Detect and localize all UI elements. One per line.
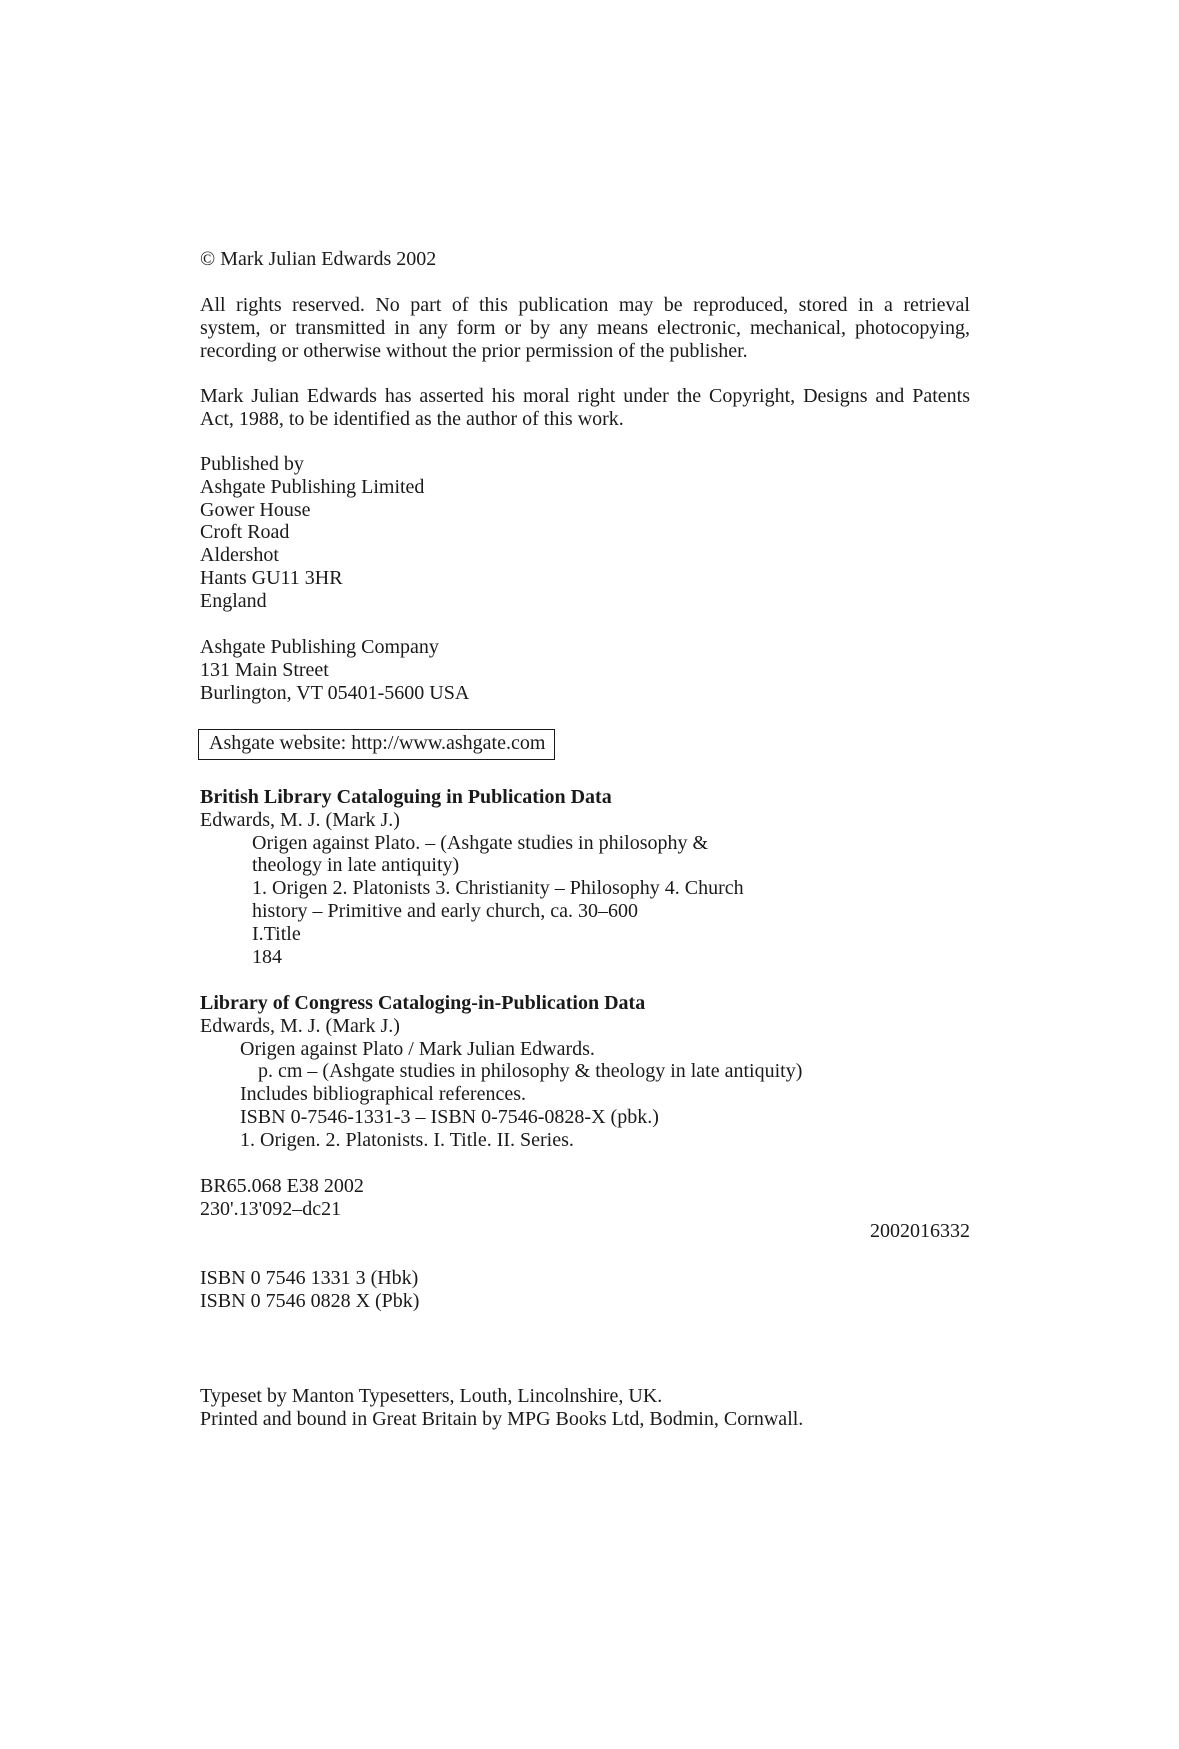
bl-entry: theology in late antiquity) bbox=[252, 854, 460, 877]
address-line: 131 Main Street bbox=[200, 658, 329, 681]
publisher-uk-address bbox=[200, 453, 970, 613]
address-line: Ashgate Publishing Limited bbox=[200, 475, 425, 498]
address-line: Hants GU11 3HR bbox=[200, 566, 343, 589]
address-line: Croft Road bbox=[200, 521, 290, 544]
moral-right-statement bbox=[200, 385, 970, 431]
loc-isbn: ISBN 0-7546-1331-3 – ISBN 0-7546-0828-X (pbk.) bbox=[240, 1105, 659, 1128]
rights-statement bbox=[200, 294, 970, 362]
publisher-us-address bbox=[200, 636, 970, 704]
loc-bibliography: Includes bibliographical references. bbox=[240, 1083, 526, 1106]
bl-entry: Origen against Plato. – (Ashgate studies in philosophy & bbox=[252, 831, 709, 854]
moral-right-line: Mark Julian Edwards has asserted his moral right under the Copyright, Designs and Patents bbox=[200, 385, 970, 407]
address-line: Published by bbox=[200, 453, 304, 475]
typeset-credit: Typeset by Manton Typesetters, Louth, Lincolnshire, UK. bbox=[200, 1385, 663, 1407]
printed-credit: Printed and bound in Great Britain by MPG Books Ltd, Bodmin, Cornwall. bbox=[200, 1407, 804, 1430]
website-text: Ashgate website: http://www.ashgate.com bbox=[198, 729, 555, 760]
bl-entry: 1. Origen 2. Platonists 3. Christianity – Philosophy 4. Church bbox=[252, 877, 744, 900]
bl-heading: British Library Cataloguing in Publication Data bbox=[200, 786, 612, 808]
library-of-congress-cip bbox=[200, 992, 970, 1152]
rights-line: recording or otherwise without the prior permission of the publisher. bbox=[200, 339, 748, 362]
classification-numbers bbox=[200, 1175, 970, 1221]
bl-author: Edwards, M. J. (Mark J.) bbox=[200, 808, 400, 831]
address-line: England bbox=[200, 589, 267, 612]
production-credits bbox=[200, 1385, 970, 1431]
address-line: Aldershot bbox=[200, 544, 279, 567]
bl-entry: history – Primitive and early church, ca. 30–600 bbox=[252, 899, 639, 922]
classification-line: 230'.13'092–dc21 bbox=[200, 1197, 342, 1220]
bl-entry: 184 bbox=[252, 945, 282, 968]
copyright-notice bbox=[200, 248, 970, 271]
rights-line: system, or transmitted in any form or by any means electronic, mechanical, photocopying, bbox=[200, 316, 970, 339]
address-line: Ashgate Publishing Company bbox=[200, 636, 439, 658]
isbn-line: ISBN 0 7546 1331 3 (Hbk) bbox=[200, 1267, 419, 1289]
british-library-cip bbox=[200, 786, 970, 968]
loc-series: p. cm – (Ashgate studies in philosophy & theology in late antiquity) bbox=[258, 1060, 803, 1083]
lccn-text: 2002016332 bbox=[870, 1220, 970, 1242]
address-line: Gower House bbox=[200, 498, 311, 521]
loc-subjects: 1. Origen. 2. Platonists. I. Title. II. Series. bbox=[240, 1128, 574, 1151]
website-box bbox=[200, 729, 970, 760]
address-line: Burlington, VT 05401-5600 USA bbox=[200, 681, 470, 704]
loc-author: Edwards, M. J. (Mark J.) bbox=[200, 1014, 400, 1037]
lccn-number bbox=[200, 1220, 970, 1243]
classification-line: BR65.068 E38 2002 bbox=[200, 1175, 364, 1197]
copyright-line: © Mark Julian Edwards 2002 bbox=[200, 248, 437, 270]
loc-heading: Library of Congress Cataloging-in-Publication Data bbox=[200, 992, 646, 1014]
moral-right-line: Act, 1988, to be identified as the author of this work. bbox=[200, 407, 624, 430]
loc-title: Origen against Plato / Mark Julian Edwards. bbox=[240, 1037, 595, 1060]
isbn-line: ISBN 0 7546 0828 X (Pbk) bbox=[200, 1289, 420, 1312]
bl-entry: I.Title bbox=[252, 922, 301, 945]
rights-line: All rights reserved. No part of this publication may be reproduced, stored in a retrieval bbox=[200, 294, 970, 316]
isbn-list bbox=[200, 1267, 970, 1313]
